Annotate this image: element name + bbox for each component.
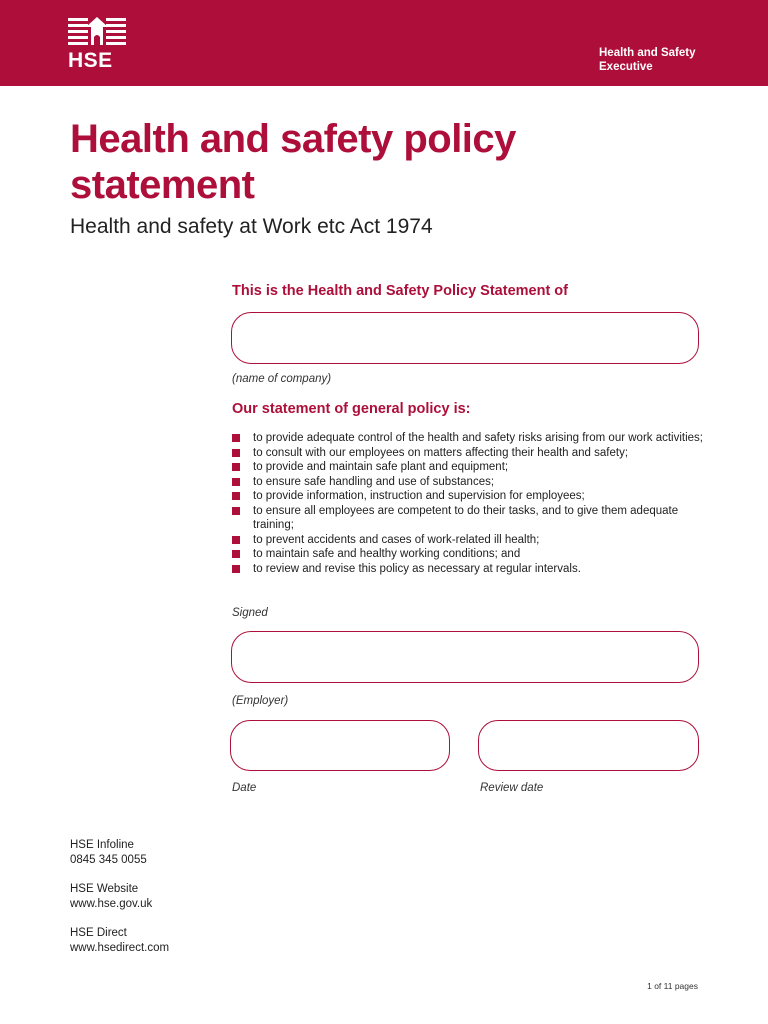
- policy-item-text: to ensure safe handling and use of substances;: [253, 475, 495, 488]
- header-banner: [0, 0, 768, 86]
- policy-list: [232, 431, 712, 576]
- square-bullet-icon: [232, 565, 240, 573]
- square-bullet-icon: [232, 507, 240, 515]
- contact-label: HSE Direct: [70, 927, 127, 939]
- hse-logo-mark-icon: [68, 17, 126, 47]
- policy-item: [232, 489, 712, 504]
- contact-direct: [70, 926, 169, 955]
- square-bullet-icon: [232, 463, 240, 471]
- policy-item: [232, 547, 712, 562]
- review-date-field[interactable]: [478, 720, 699, 771]
- date-field[interactable]: [230, 720, 450, 771]
- page-title: Health and safety policy statement: [70, 117, 516, 207]
- signed-label: Signed: [232, 607, 268, 619]
- contact-label: HSE Infoline: [70, 839, 134, 851]
- policy-item-text: to prevent accidents and cases of work-related ill health;: [253, 533, 540, 546]
- review-date-caption: Review date: [480, 782, 544, 794]
- organisation-name-line-2: Executive: [599, 61, 653, 73]
- policy-item-text: to ensure all employees are competent to do their tasks, and to give them adequate training;: [253, 504, 679, 531]
- employer-caption: (Employer): [232, 695, 289, 707]
- square-bullet-icon: [232, 492, 240, 500]
- square-bullet-icon: [232, 550, 240, 558]
- square-bullet-icon: [232, 478, 240, 486]
- page-count: 1 of 11 pages: [647, 981, 698, 991]
- date-caption: Date: [232, 782, 257, 794]
- policy-item-text: to maintain safe and healthy working conditions; and: [253, 548, 521, 560]
- policy-item-text: to provide and maintain safe plant and equipment;: [253, 461, 509, 473]
- company-name-field[interactable]: [231, 312, 699, 364]
- policy-item-text: to consult with our employees on matters affecting their health and safety;: [253, 446, 629, 459]
- contact-value[interactable]: www.hse.gov.uk: [70, 897, 153, 910]
- policy-item-text: to provide information, instruction and supervision for employees;: [253, 490, 585, 502]
- contact-value[interactable]: www.hsedirect.com: [70, 941, 170, 954]
- page-subtitle: Health and safety at Work etc Act 1974: [70, 215, 433, 238]
- policy-item: [232, 460, 712, 475]
- policy-item: [232, 446, 712, 461]
- company-section-heading: This is the Health and Safety Policy Statement of: [232, 283, 568, 299]
- square-bullet-icon: [232, 434, 240, 442]
- company-name-caption: (name of company): [232, 373, 332, 385]
- policy-item: [232, 475, 712, 490]
- square-bullet-icon: [232, 449, 240, 457]
- policy-item: [232, 504, 712, 533]
- contact-website: [70, 882, 169, 911]
- organisation-name: [599, 46, 749, 74]
- policy-section-heading: Our statement of general policy is:: [232, 401, 471, 417]
- contact-infoline: [70, 838, 169, 867]
- policy-item-text: to provide adequate control of the health and safety risks arising from our work activities;: [253, 432, 704, 444]
- contact-details: [70, 838, 169, 970]
- contact-value: 0845 345 0055: [70, 853, 147, 866]
- hse-logo-text: HSE: [68, 49, 113, 72]
- policy-item: [232, 533, 712, 548]
- organisation-name-line-1: Health and Safety: [599, 47, 696, 59]
- policy-item: [232, 562, 712, 577]
- policy-item: [232, 431, 712, 446]
- contact-label: HSE Website: [70, 883, 139, 895]
- square-bullet-icon: [232, 536, 240, 544]
- policy-item-text: to review and revise this policy as necessary at regular intervals.: [253, 562, 581, 575]
- employer-signature-field[interactable]: [231, 631, 699, 683]
- hse-logo: [68, 17, 126, 73]
